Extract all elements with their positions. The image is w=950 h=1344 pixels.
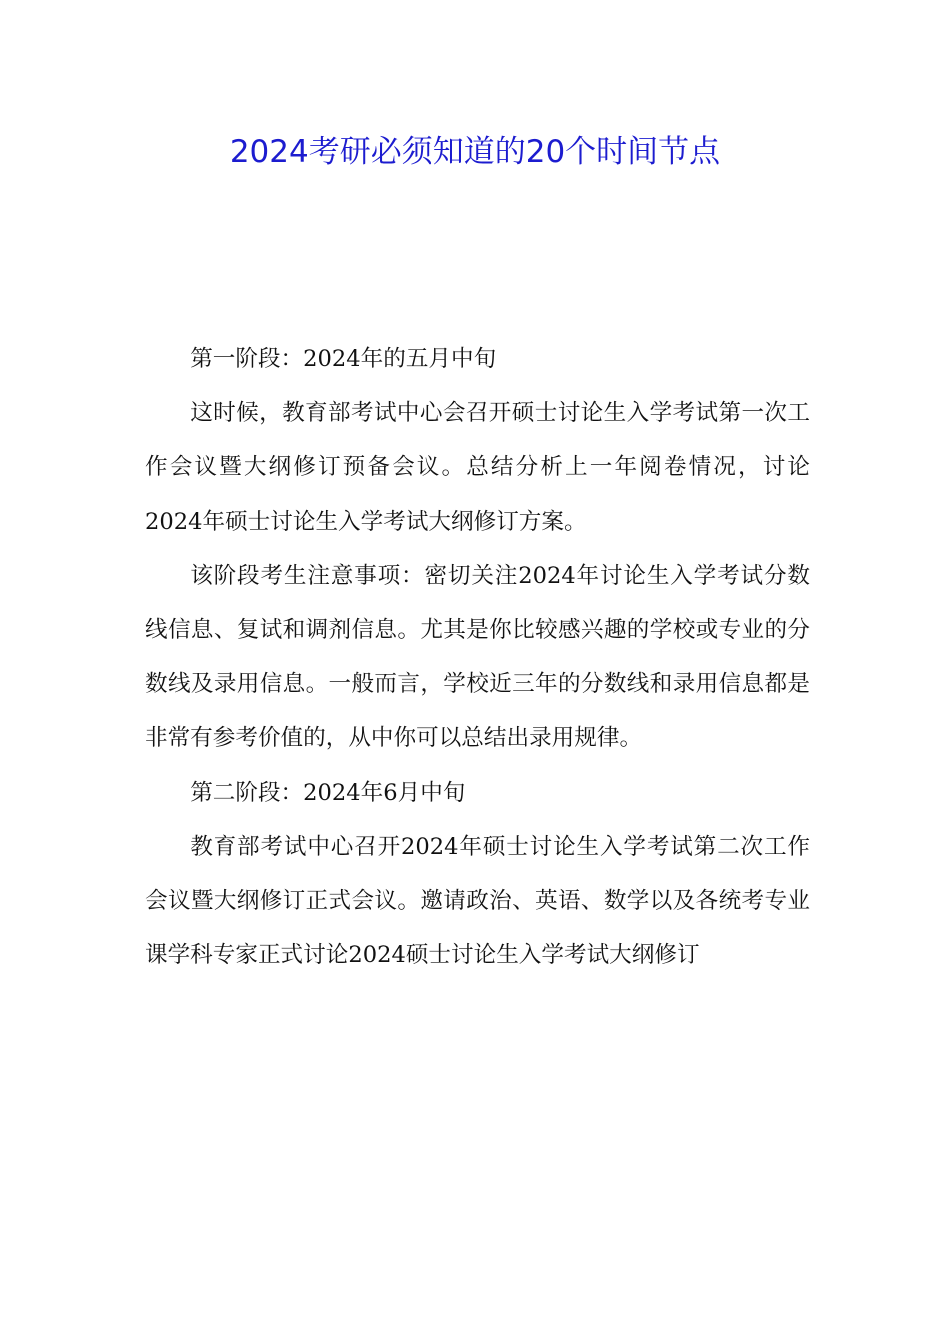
document-title: 2024考研必须知道的20个时间节点 <box>229 134 721 170</box>
section-heading-stage-2: 第二阶段：2024年6月中旬 <box>190 779 466 806</box>
paragraph-stage-2-description: 教育部考试中心召开2024年硕士讨论生入学考试第二次工作会议暨大纲修订正式会议。邀请政治、英语、数学以及各统考专业课学科专家正式讨论2024硕士讨论生入学考试大纲修订 <box>145 833 810 969</box>
paragraph-stage-1-notes: 该阶段考生注意事项：密切关注2024年讨论生入学考试分数线信息、复试和调剂信息。尤其是你比较感兴趣的学校或专业的分数线及录用信息。一般而言，学校近三年的分数线和录用信息都是非常有参考价值的，从中你可以总结出录用规律。 <box>145 562 810 752</box>
document-body <box>145 332 810 982</box>
paragraph-stage-1-description: 这时候，教育部考试中心会召开硕士讨论生入学考试第一次工作会议暨大纲修订预备会议。总结分析上一年阅卷情况，讨论2024年硕士讨论生入学考试大纲修订方案。 <box>145 400 810 535</box>
section-heading-stage-1: 第一阶段：2024年的五月中旬 <box>190 346 497 372</box>
